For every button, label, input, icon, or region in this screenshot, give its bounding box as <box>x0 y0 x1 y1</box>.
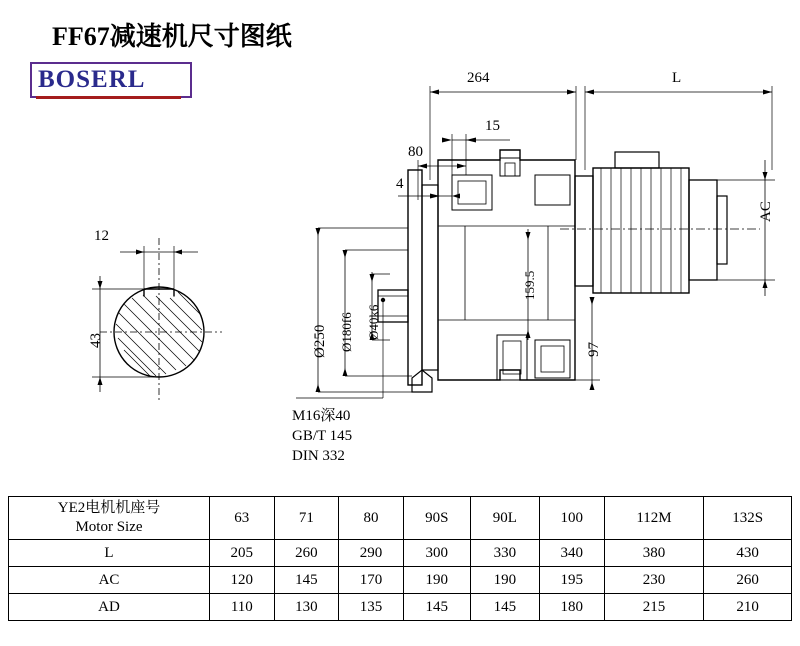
cell-AD-5: 180 <box>539 594 604 621</box>
cell-AD-1: 130 <box>274 594 339 621</box>
cell-size-2: 80 <box>339 497 404 540</box>
dim-AC: AC <box>758 201 774 222</box>
dim-left-width: 12 <box>94 228 109 244</box>
cell-size-6: 112M <box>604 497 704 540</box>
note-line-2: GB/T 145 <box>292 428 353 444</box>
cell-AC-3: 190 <box>403 567 470 594</box>
cell-L-5: 340 <box>539 540 604 567</box>
table-row <box>9 594 792 621</box>
cell-AD-0: 110 <box>210 594 275 621</box>
cell-L-3: 300 <box>403 540 470 567</box>
cell-L-4: 330 <box>470 540 539 567</box>
cell-AC-5: 195 <box>539 567 604 594</box>
dim-L: L <box>672 70 682 86</box>
cell-AC-4: 190 <box>470 567 539 594</box>
dim-80: 80 <box>408 144 423 160</box>
dim-d180f6: Ø180f6 <box>339 312 354 352</box>
cell-L-0: 205 <box>210 540 275 567</box>
thread-notes <box>292 406 352 466</box>
cell-L-1: 260 <box>274 540 339 567</box>
cell-L-7: 430 <box>704 540 792 567</box>
cell-size-5: 100 <box>539 497 604 540</box>
cell-AD-7: 210 <box>704 594 792 621</box>
dim-left-height: 43 <box>88 333 104 348</box>
dim-15: 15 <box>485 118 500 134</box>
motor-size-en: Motor Size <box>75 519 143 535</box>
cell-AC-7: 260 <box>704 567 792 594</box>
cell-AD-6: 215 <box>604 594 704 621</box>
motor-size-cn: YE2电机机座号 <box>57 500 161 516</box>
cell-AC-6: 230 <box>604 567 704 594</box>
logo-text: BOSERL <box>38 66 146 93</box>
cell-AD-4: 145 <box>470 594 539 621</box>
cell-size-0: 63 <box>210 497 275 540</box>
cell-L-6: 380 <box>604 540 704 567</box>
cell-AD-2: 135 <box>339 594 404 621</box>
dim-d40k6: Ø40k6 <box>366 304 381 340</box>
table-row <box>9 567 792 594</box>
dim-4: 4 <box>396 176 404 192</box>
row-header-AD: AD <box>9 594 210 621</box>
cell-size-4: 90L <box>470 497 539 540</box>
row-header-L: L <box>9 540 210 567</box>
dim-264: 264 <box>467 70 490 86</box>
dim-97: 97 <box>586 342 602 357</box>
cell-AC-1: 145 <box>274 567 339 594</box>
table-row <box>9 540 792 567</box>
spec-table <box>8 496 792 621</box>
row-header-motor-size <box>9 497 210 540</box>
cell-AD-3: 145 <box>403 594 470 621</box>
dim-159-5: 159.5 <box>522 270 537 300</box>
cell-size-3: 90S <box>403 497 470 540</box>
row-header-AC: AC <box>9 567 210 594</box>
cell-AC-0: 120 <box>210 567 275 594</box>
page-title: FF67减速机尺寸图纸 <box>52 22 292 51</box>
cell-size-7: 132S <box>704 497 792 540</box>
table-row-header <box>9 497 792 540</box>
cell-L-2: 290 <box>339 540 404 567</box>
cell-AC-2: 170 <box>339 567 404 594</box>
note-line-1: M16深40 <box>292 408 351 424</box>
cell-size-1: 71 <box>274 497 339 540</box>
dim-d250: Ø250 <box>312 324 328 358</box>
note-line-3: DIN 332 <box>292 448 345 464</box>
